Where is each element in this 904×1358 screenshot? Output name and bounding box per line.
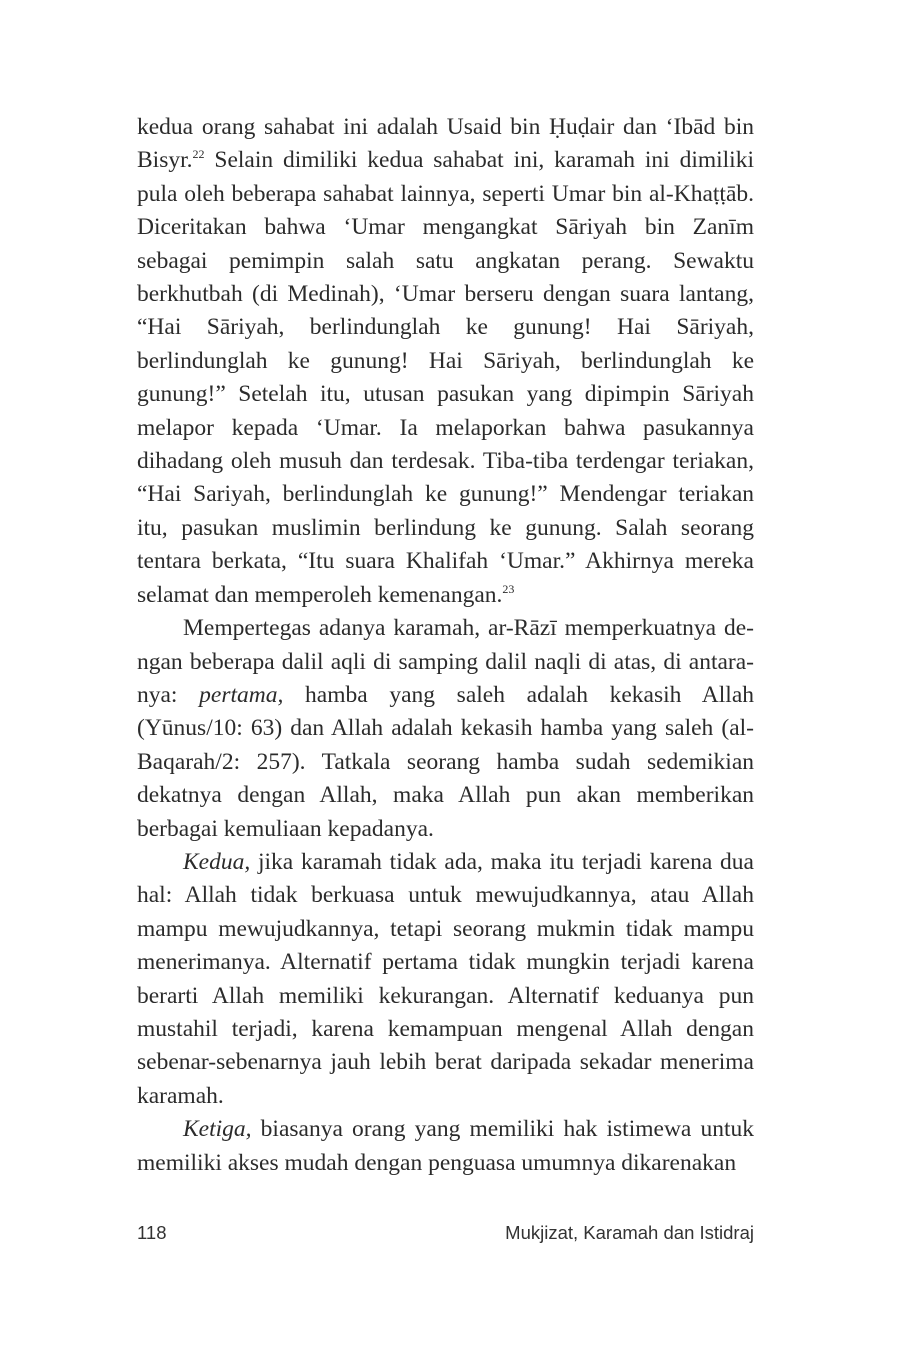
- paragraph-4-body: biasanya orang yang memiliki hak istimewa untuk memiliki akses mudah dengan penguasa umumnya dikarenakan: [137, 1116, 754, 1176]
- paragraph-2: [137, 612, 754, 846]
- paragraph-1-part-2: Selain dimiliki kedua sahabat ini, karamah ini dimiliki pula oleh beberapa sahabat lainnya, seperti Umar bin al-Khaṭṭāb. Diceritakan bahwa ‘Umar mengangkat Sāriyah bin Zanīm sebagai pemimpin salah satu angkatan perang. Sewaktu berkhutbah (di Medinah), ‘Umar berseru dengan suara lantang, “Hai Sāriyah, berlindunglah ke gunung! Hai Sāriyah, berlindunglah ke gunung! Hai Sāriyah, berlindunglah ke gunung!” Setelah itu, utusan pasukan yang dipimpin Sāriyah melapor kepada ‘Umar. Ia melaporkan bahwa pasukannya dihadang oleh musuh dan terdesak. Tiba-tiba terdengar teriakan, “Hai Sariyah, berlindunglah ke gunung!” Mendengar teriakan itu, pasukan muslimin berlindung ke gunung. Salah seorang tentara berkata, “Itu suara Khalifah ‘Umar.” Akhirnya mereka selamat dan memperoleh kemenangan.: [137, 147, 754, 608]
- body-text: [137, 111, 754, 1180]
- footnote-ref-23: 23: [502, 581, 515, 596]
- paragraph-2-part-2: hamba yang saleh adalah kekasih Allah (Yūnus/10: 63) dan Allah adalah kekasih hamba yang saleh (al-Baqarah/2: 257). Tatkala seorang hamba sudah sedemikian dekatnya dengan Allah, maka Allah pun akan memberikan berbagai kemuliaan kepadanya.: [137, 681, 754, 842]
- footnote-ref-22: 22: [192, 147, 205, 162]
- paragraph-4: [137, 1113, 754, 1180]
- paragraph-1-part-1: kedua orang sahabat ini adalah Usaid bin Ḥuḍair dan ‘Ibād bin Bisyr.: [137, 114, 754, 174]
- paragraph-2-emphasis: pertama,: [199, 681, 284, 708]
- running-title: Mukjizat, Karamah dan Istidraj: [505, 1222, 754, 1243]
- paragraph-1: [137, 111, 754, 612]
- paragraph-3-emphasis: Kedua,: [183, 848, 251, 875]
- paragraph-3: [137, 846, 754, 1113]
- page-number: 118: [137, 1222, 167, 1243]
- paragraph-3-body: jika karamah tidak ada, maka itu terjadi karena dua hal: Allah tidak berkuasa untuk mewujudkannya, atau Allah mampu mewujudkannya, tetapi seorang mukmin tidak mampu menerimanya. Alternatif pertama tidak mungkin terjadi karena berarti Allah memiliki kekurangan. Alternatif keduanya pun mustahil terjadi, karena kemampuan mengenal Allah dengan sebenar-sebenarnya jauh lebih berat daripada sekadar menerima karamah.: [137, 848, 754, 1109]
- paragraph-4-emphasis: Ketiga,: [183, 1116, 252, 1143]
- paragraph-2-part-1: Mempertegas adanya karamah, ar-Rāzī memperkuatnya dengan beberapa dalil aqli di samping dalil naqli di atas, di antaranya:: [137, 615, 754, 708]
